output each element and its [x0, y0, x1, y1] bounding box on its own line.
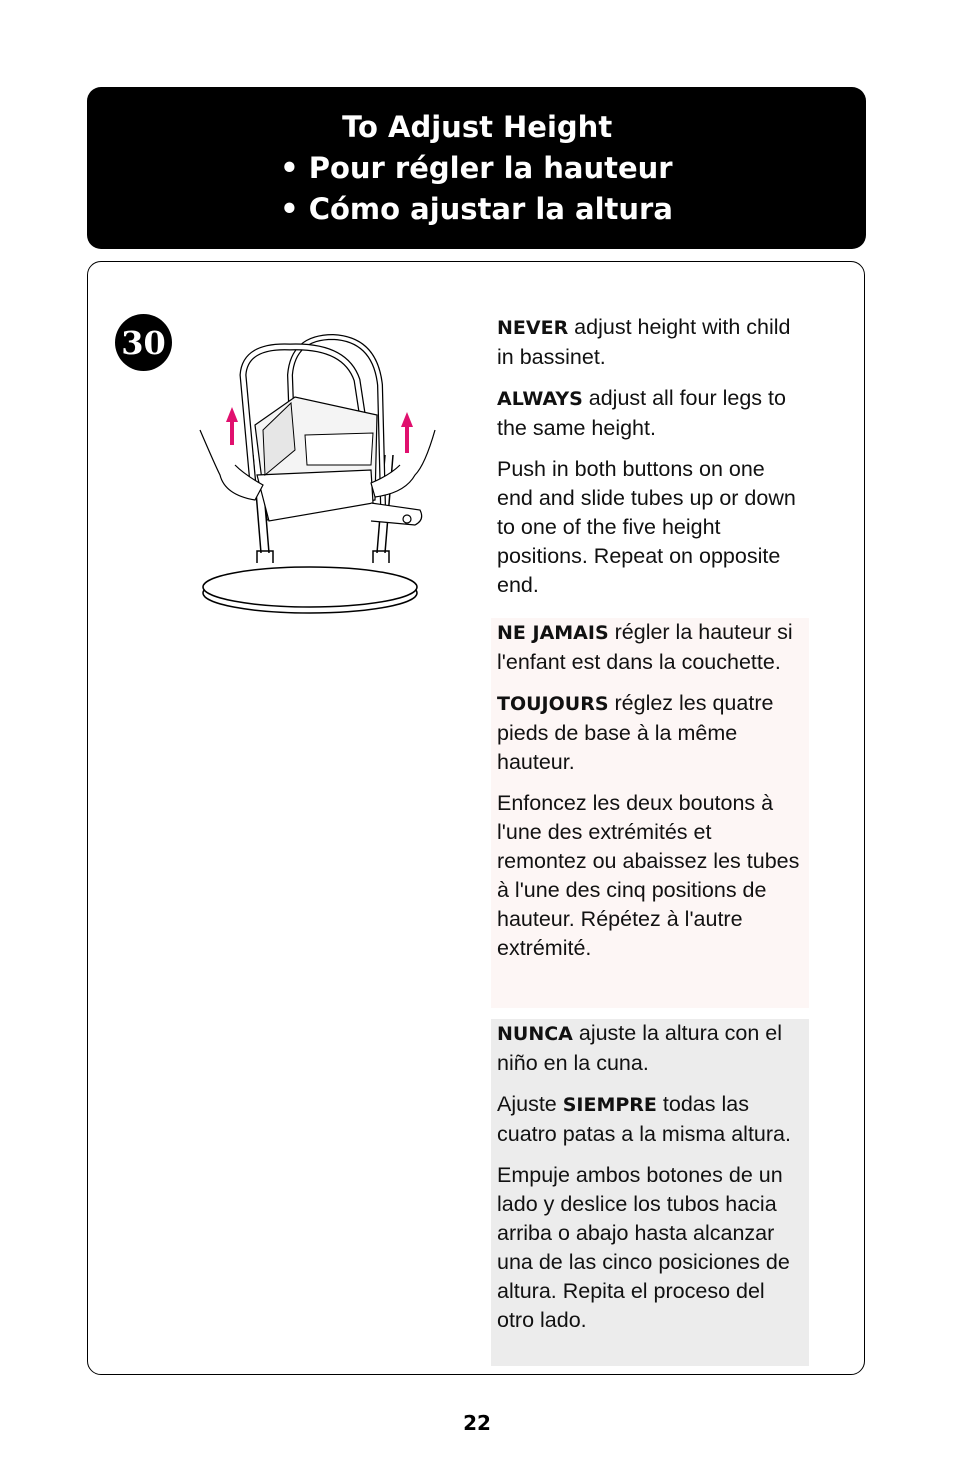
header-title-french: • Pour régler la hauteur	[280, 150, 673, 185]
spanish-warning-siempre: Ajuste SIEMPRE todas las cuatro patas a la misma altura.	[497, 1092, 791, 1146]
french-warning-toujours: TOUJOURS réglez les quatre pieds de base à la même hauteur.	[497, 691, 774, 774]
spanish-procedure: Empuje ambos botones de un lado y deslice los tubos hacia arriba o abajo hasta alcanzar una de las cinco posiciones de altura. Repita el proceso del otro lado.	[497, 1163, 790, 1332]
up-arrow-right-icon	[401, 412, 413, 453]
spanish-warning-nunca: NUNCA ajuste la altura con el niño en la cuna.	[497, 1021, 783, 1075]
french-instructions	[491, 618, 809, 1008]
english-warning-never: NEVER adjust height with child in bassinet.	[497, 315, 791, 369]
spanish-instructions	[491, 1019, 809, 1366]
french-procedure: Enfoncez les deux boutons à l'une des extrémités et remontez ou abaissez les tubes à l'une des cinq positions de hauteur. Répétez à l'autre extrémité.	[497, 791, 800, 960]
bassinet-height-adjust-illustration	[195, 325, 450, 620]
header-title-english: To Adjust Height	[342, 109, 613, 144]
header-title-spanish: • Cómo ajustar la altura	[280, 191, 673, 226]
page-number: 22	[463, 1411, 491, 1435]
english-warning-always: ALWAYS adjust all four legs to the same height.	[497, 386, 786, 440]
english-procedure: Push in both buttons on one end and slide tubes up or down to one of the five height positions. Repeat on opposite end.	[497, 457, 796, 597]
french-warning-ne-jamais: NE JAMAIS régler la hauteur si l'enfant est dans la couchette.	[497, 620, 793, 674]
english-instructions	[491, 313, 809, 612]
section-header	[87, 87, 866, 249]
step-number-badge: 30	[115, 314, 172, 371]
up-arrow-left-icon	[226, 407, 238, 445]
